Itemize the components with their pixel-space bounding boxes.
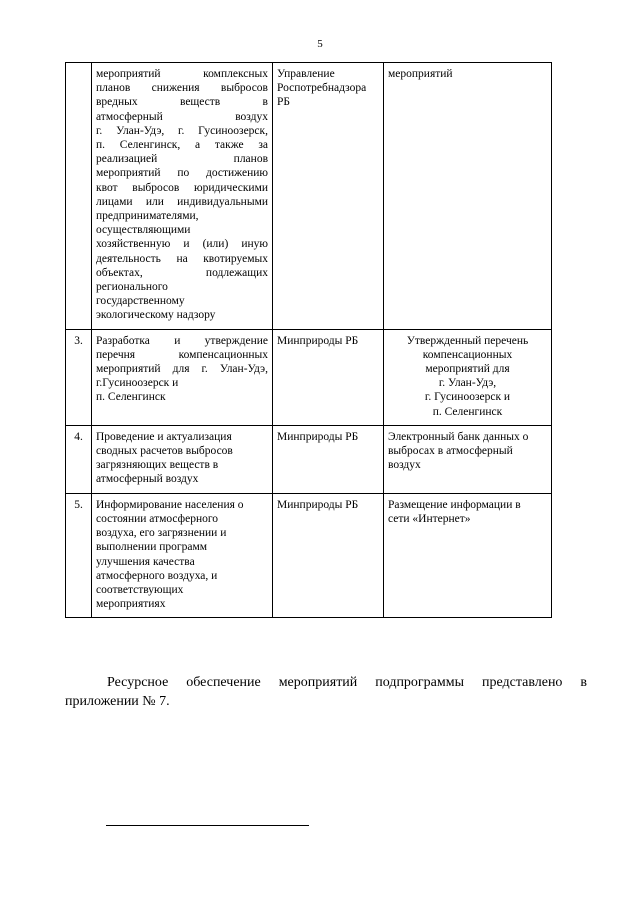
row-number-cell: 3. xyxy=(66,329,92,425)
executor-cell xyxy=(273,425,384,493)
executor-cell xyxy=(273,329,384,425)
text-line: Размещение информации в xyxy=(388,498,521,511)
text-line: планов снижения выбросов xyxy=(96,82,268,95)
measure-name-cell xyxy=(92,493,273,618)
text-line: экологическому надзору xyxy=(96,309,216,322)
text-line: соответствующих xyxy=(96,583,184,596)
text-line: загрязняющих веществ в xyxy=(96,459,219,472)
text-line: Минприроды РБ xyxy=(277,498,359,511)
text-line: лицами или индивидуальными xyxy=(96,195,268,208)
text-line: атмосферный воздух xyxy=(96,110,268,123)
row-number-cell: 5. xyxy=(66,493,92,618)
table-row xyxy=(66,63,552,330)
text-line: реализацией планов xyxy=(96,153,268,166)
text-line: г. Улан-Удэ, xyxy=(438,377,497,390)
text-line: мероприятий для г. Улан-Удэ, xyxy=(96,363,268,376)
result-cell xyxy=(384,63,552,330)
text-line: Утвержденный перечень xyxy=(406,334,529,347)
text-line: воздуха, его загрязнении и xyxy=(96,527,227,540)
result-cell xyxy=(384,425,552,493)
table-row xyxy=(66,493,552,618)
text-line: мероприятий по достижению xyxy=(96,167,268,180)
text-line: г.Гусиноозерск и xyxy=(96,377,179,390)
text-line: осуществляющими xyxy=(96,224,191,237)
measures-table xyxy=(65,62,552,618)
text-line: регионального xyxy=(96,281,168,294)
text-line: п. Селенгинск, а также за xyxy=(96,139,268,152)
text-line: Роспотребнадзора xyxy=(277,82,367,95)
text-line: вредных веществ в xyxy=(96,96,268,109)
text-line: Разработка и утверждение xyxy=(96,334,268,347)
measure-name-cell xyxy=(92,425,273,493)
text-line: Минприроды РБ xyxy=(277,334,359,347)
text-line: Управление xyxy=(277,68,335,80)
footnote-divider xyxy=(106,825,309,826)
text-line: г. Улан-Удэ, г. Гусиноозерск, xyxy=(96,124,268,137)
text-line: атмосферный воздух xyxy=(96,473,199,486)
text-line: компенсационных xyxy=(422,348,513,361)
text-line: Минприроды РБ xyxy=(277,430,359,443)
text-line: Информирование населения о xyxy=(96,498,244,511)
page-number: 5 xyxy=(317,38,323,50)
row-number-cell xyxy=(66,63,92,330)
measure-name-cell xyxy=(92,63,273,330)
text-line: мероприятий xyxy=(388,68,453,80)
executor-cell xyxy=(273,63,384,330)
text-line: выполнении программ xyxy=(96,541,208,554)
text-line: квот выбросов юридическими xyxy=(96,181,268,194)
text-line: г. Гусиноозерск и xyxy=(424,391,511,404)
text-line: мероприятий для xyxy=(425,363,510,376)
text-line: п. Селенгинск xyxy=(432,405,503,418)
table-row xyxy=(66,329,552,425)
measure-name-cell xyxy=(92,329,273,425)
text-line: сети «Интернет» xyxy=(388,512,471,525)
text-line: деятельность на квотируемых xyxy=(96,252,268,265)
text-line: атмосферного воздуха, и xyxy=(96,569,218,582)
text-line: воздух xyxy=(388,459,421,472)
result-cell xyxy=(384,493,552,618)
text-line: объектах, подлежащих xyxy=(96,266,268,279)
executor-cell xyxy=(273,493,384,618)
row-number-cell: 4. xyxy=(66,425,92,493)
paragraph-line: приложении № 7. xyxy=(65,694,170,709)
text-line: предпринимателями, xyxy=(96,210,199,223)
paragraph-line: Ресурсное обеспечение мероприятий подпрограммы представлено в xyxy=(107,675,587,690)
text-line: Электронный банк данных о xyxy=(388,430,529,443)
text-line: перечня компенсационных xyxy=(96,348,268,361)
text-line: улучшения качества xyxy=(96,555,195,568)
text-line: мероприятий комплексных xyxy=(96,68,268,80)
text-line: сводных расчетов выбросов xyxy=(96,445,233,458)
text-line: мероприятиях xyxy=(96,598,166,611)
text-line: выбросах в атмосферный xyxy=(388,445,513,458)
text-line: п. Селенгинск xyxy=(96,391,166,404)
text-line: государственному xyxy=(96,295,185,308)
resource-paragraph xyxy=(65,673,587,711)
text-line: Проведение и актуализация xyxy=(96,430,232,443)
table-row xyxy=(66,425,552,493)
text-line: состоянии атмосферного xyxy=(96,512,219,525)
result-cell xyxy=(384,329,552,425)
text-line: РБ xyxy=(277,96,290,109)
text-line: хозяйственную и (или) иную xyxy=(96,238,268,251)
